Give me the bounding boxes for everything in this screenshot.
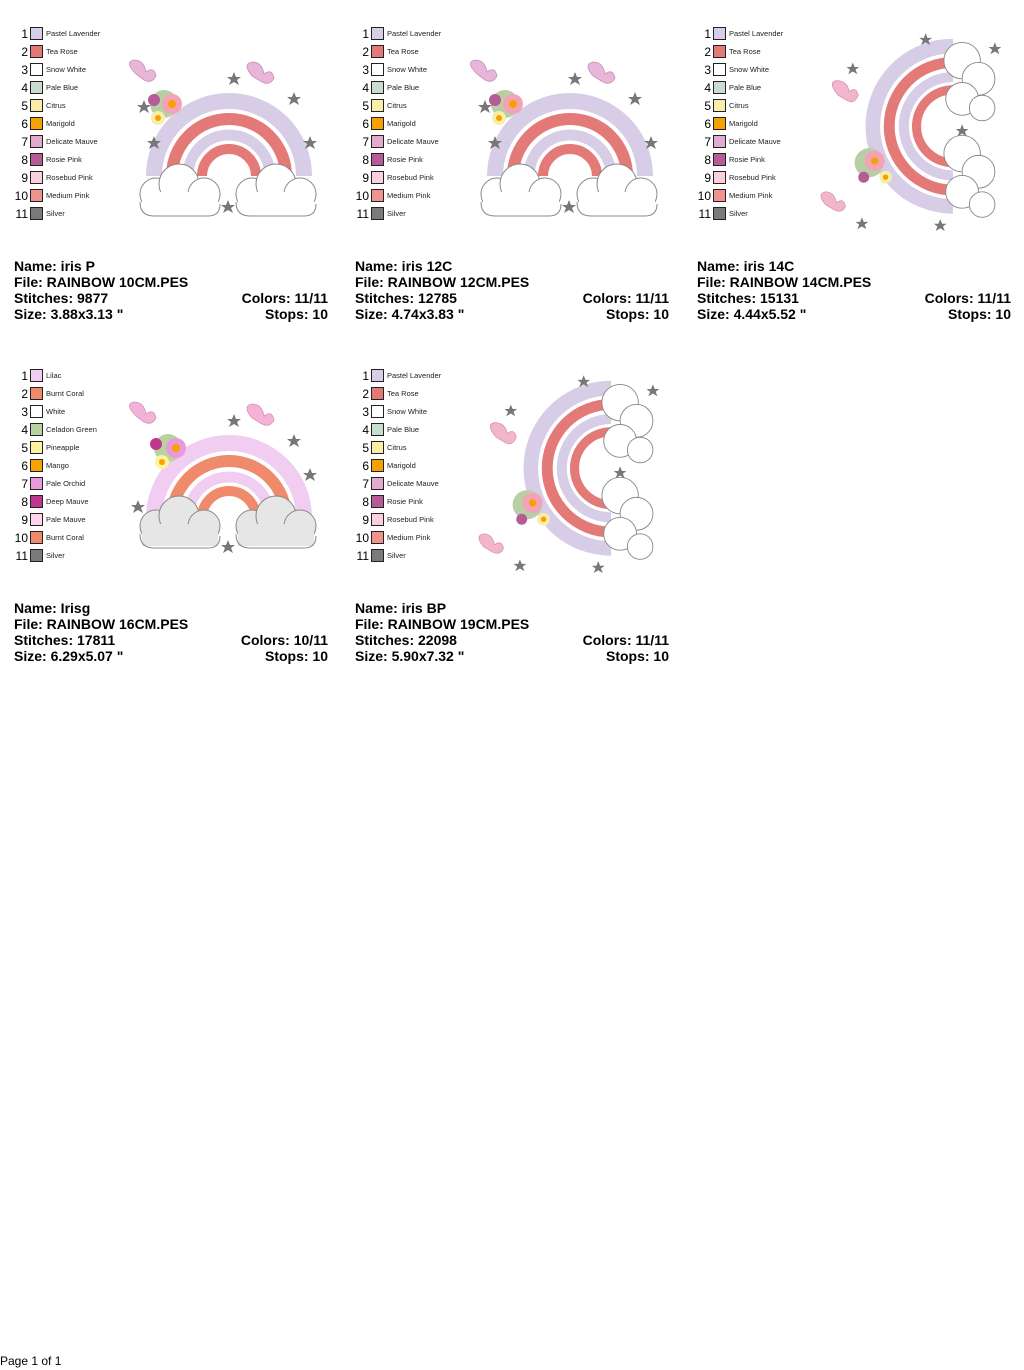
palette-row <box>14 458 124 476</box>
color-swatch <box>371 171 384 184</box>
palette-color-name: Pastel Lavender <box>387 29 442 38</box>
palette-number: 6 <box>21 459 28 473</box>
palette-row <box>355 170 465 188</box>
palette-row <box>355 152 465 170</box>
palette-color-name: Rosebud Pink <box>387 173 434 182</box>
design-colors: Colors: 11/11 <box>582 290 669 306</box>
design-stops: Stops: 10 <box>264 648 328 664</box>
palette-color-name: Pale Blue <box>387 83 420 92</box>
butterflies <box>479 423 516 554</box>
color-swatch <box>371 153 384 166</box>
palette-color-name: Medium Pink <box>729 191 773 200</box>
design-name: Name: iris BP <box>355 600 447 616</box>
color-swatch <box>30 387 43 400</box>
palette-color-name: Rosie Pink <box>387 497 423 506</box>
palette-row <box>697 170 807 188</box>
palette-number: 2 <box>21 45 28 59</box>
info-row <box>697 306 1011 322</box>
design-info <box>355 258 669 322</box>
color-swatch <box>30 189 43 202</box>
color-swatch <box>713 135 726 148</box>
palette-row <box>14 152 124 170</box>
palette-color-name: Tea Rose <box>387 47 419 56</box>
palette-number: 6 <box>21 117 28 131</box>
palette-color-name: Pale Mauve <box>46 515 86 524</box>
palette-number: 1 <box>362 369 369 383</box>
palette-number: 5 <box>704 99 711 113</box>
palette-row <box>14 188 124 206</box>
palette-number: 4 <box>362 423 369 437</box>
color-swatch <box>30 459 43 472</box>
color-swatch <box>371 99 384 112</box>
color-swatch <box>371 189 384 202</box>
butterflies <box>821 81 858 212</box>
palette-number: 3 <box>362 63 369 77</box>
palette-color-name: Burnt Coral <box>46 533 84 542</box>
palette-number: 1 <box>704 27 711 41</box>
palette-number: 1 <box>21 369 28 383</box>
palette-row <box>355 494 465 512</box>
info-row <box>14 616 328 632</box>
design-file: File: RAINBOW 16CM.PES <box>14 616 189 632</box>
palette-number: 2 <box>362 45 369 59</box>
color-swatch <box>371 81 384 94</box>
palette-number: 8 <box>21 153 28 167</box>
palette-number: 4 <box>362 81 369 95</box>
palette-row <box>697 26 807 44</box>
palette-row <box>355 80 465 98</box>
color-swatch <box>371 459 384 472</box>
design-preview-vertical <box>807 26 1017 231</box>
color-swatch <box>371 531 384 544</box>
design-name: Name: Irisg <box>14 600 91 616</box>
palette-color-name: Rosebud Pink <box>729 173 776 182</box>
palette-row <box>355 26 465 44</box>
palette-row <box>355 62 465 80</box>
palette-number: 2 <box>704 45 711 59</box>
palette-number: 10 <box>14 189 28 203</box>
color-swatch <box>713 27 726 40</box>
palette-number: 9 <box>704 171 711 185</box>
palette-number: 11 <box>15 207 28 221</box>
palette-row <box>355 206 465 224</box>
palette-row <box>697 134 807 152</box>
palette-color-name: Citrus <box>46 101 66 110</box>
palette-row <box>14 62 124 80</box>
palette-number: 3 <box>21 63 28 77</box>
color-swatch <box>30 441 43 454</box>
palette-number: 7 <box>704 135 711 149</box>
palette-row <box>355 404 465 422</box>
palette-row <box>14 98 124 116</box>
color-swatch <box>30 405 43 418</box>
color-swatch <box>30 63 43 76</box>
palette-row <box>355 476 465 494</box>
palette-color-name: Deep Mauve <box>46 497 89 506</box>
palette-row <box>355 116 465 134</box>
palette-color-name: Pale Orchid <box>46 479 86 488</box>
color-swatch <box>713 45 726 58</box>
color-swatch <box>30 81 43 94</box>
design-colors: Colors: 11/11 <box>582 632 669 648</box>
palette-row <box>355 134 465 152</box>
palette-row <box>697 62 807 80</box>
design-card-irisg <box>14 368 334 668</box>
design-card-iris-bp <box>355 368 675 668</box>
palette-number: 1 <box>362 27 369 41</box>
palette-color-name: Citrus <box>729 101 749 110</box>
color-swatch <box>30 45 43 58</box>
info-row <box>697 290 1011 306</box>
palette-row <box>14 170 124 188</box>
design-name: Name: iris 14C <box>697 258 795 274</box>
design-card-iris-14c <box>697 26 1017 326</box>
color-swatch <box>371 369 384 382</box>
color-swatch <box>371 441 384 454</box>
palette-row <box>355 98 465 116</box>
butterflies <box>470 60 615 83</box>
info-row <box>14 258 328 274</box>
color-swatch <box>371 63 384 76</box>
palette-color-name: Rosie Pink <box>387 155 423 164</box>
palette-color-name: Silver <box>46 551 65 560</box>
color-swatch <box>713 81 726 94</box>
palette-row <box>14 368 124 386</box>
design-info <box>697 258 1011 322</box>
design-card-iris-p <box>14 26 334 326</box>
color-swatch <box>713 171 726 184</box>
color-swatch <box>371 513 384 526</box>
palette-row <box>355 512 465 530</box>
design-size: Size: 4.74x3.83 " <box>355 306 465 322</box>
palette-color-name: Delicate Mauve <box>729 137 781 146</box>
butterflies <box>129 402 274 425</box>
palette-color-name: Rosie Pink <box>729 155 765 164</box>
palette-color-name: Rosebud Pink <box>387 515 434 524</box>
palette-row <box>697 152 807 170</box>
palette-number: 9 <box>21 171 28 185</box>
palette-row <box>14 440 124 458</box>
palette-color-name: Snow White <box>46 65 87 74</box>
palette-number: 5 <box>362 441 369 455</box>
palette-number: 2 <box>362 387 369 401</box>
info-row <box>14 600 328 616</box>
palette-row <box>14 548 124 566</box>
palette-row <box>355 188 465 206</box>
palette-color-name: Pastel Lavender <box>46 29 101 38</box>
palette-number: 4 <box>21 81 28 95</box>
palette-number: 11 <box>356 549 369 563</box>
palette-number: 2 <box>21 387 28 401</box>
palette-number: 4 <box>704 81 711 95</box>
palette-number: 7 <box>21 135 28 149</box>
palette-row <box>697 116 807 134</box>
palette-row <box>355 548 465 566</box>
color-swatch <box>30 513 43 526</box>
color-swatch <box>713 63 726 76</box>
palette-row <box>14 44 124 62</box>
palette-row <box>14 116 124 134</box>
butterflies <box>129 60 274 83</box>
color-swatch <box>371 387 384 400</box>
design-size: Size: 3.88x3.13 " <box>14 306 124 322</box>
color-swatch <box>371 423 384 436</box>
design-info <box>14 600 328 664</box>
color-swatch <box>30 477 43 490</box>
design-stitches: Stitches: 9877 <box>14 290 109 306</box>
palette-color-name: Delicate Mauve <box>387 479 439 488</box>
info-row <box>355 600 669 616</box>
palette-number: 7 <box>21 477 28 491</box>
color-swatch <box>371 549 384 562</box>
palette-number: 6 <box>704 117 711 131</box>
design-info <box>355 600 669 664</box>
palette-number: 1 <box>21 27 28 41</box>
palette-number: 8 <box>362 153 369 167</box>
palette-number: 3 <box>362 405 369 419</box>
design-file: File: RAINBOW 10CM.PES <box>14 274 189 290</box>
palette-color-name: Marigold <box>387 461 416 470</box>
palette-row <box>697 98 807 116</box>
design-stops: Stops: 10 <box>264 306 328 322</box>
info-row <box>355 616 669 632</box>
color-swatch <box>371 45 384 58</box>
color-swatch <box>30 99 43 112</box>
palette-number: 8 <box>362 495 369 509</box>
palette-row <box>697 188 807 206</box>
design-stops: Stops: 10 <box>605 648 669 664</box>
info-row <box>14 306 328 322</box>
color-swatch <box>30 117 43 130</box>
palette-number: 11 <box>356 207 369 221</box>
color-swatch <box>371 207 384 220</box>
info-row <box>355 274 669 290</box>
palette-row <box>14 422 124 440</box>
palette-color-name: Delicate Mauve <box>46 137 98 146</box>
palette-color-name: Pineapple <box>46 443 80 452</box>
palette-color-name: Citrus <box>387 443 407 452</box>
palette-color-name: Celadon Green <box>46 425 97 434</box>
color-swatch <box>30 531 43 544</box>
palette-color-name: Snow White <box>387 407 428 416</box>
palette-color-name: Snow White <box>387 65 428 74</box>
palette-color-name: Silver <box>387 209 406 218</box>
palette-row <box>697 80 807 98</box>
color-swatch <box>713 153 726 166</box>
color-swatch <box>713 189 726 202</box>
color-swatch <box>371 135 384 148</box>
palette-row <box>355 44 465 62</box>
palette-number: 5 <box>21 99 28 113</box>
palette-color-name: Pastel Lavender <box>387 371 442 380</box>
palette-row <box>14 26 124 44</box>
color-swatch <box>30 27 43 40</box>
palette-row <box>14 530 124 548</box>
design-file: File: RAINBOW 14CM.PES <box>697 274 872 290</box>
palette-number: 10 <box>14 531 28 545</box>
info-row <box>355 258 669 274</box>
info-row <box>14 290 328 306</box>
palette-row <box>14 494 124 512</box>
palette-row <box>355 368 465 386</box>
palette-number: 11 <box>698 207 711 221</box>
palette-color-name: Marigold <box>729 119 758 128</box>
palette-color-name: Marigold <box>387 119 416 128</box>
color-swatch <box>30 171 43 184</box>
design-size: Size: 4.44x5.52 " <box>697 306 807 322</box>
palette-number: 7 <box>362 477 369 491</box>
palette-color-name: Marigold <box>46 119 75 128</box>
color-swatch <box>30 369 43 382</box>
palette-number: 4 <box>21 423 28 437</box>
color-swatch <box>371 495 384 508</box>
palette-number: 10 <box>355 189 369 203</box>
palette-row <box>14 512 124 530</box>
palette-color-name: Rosebud Pink <box>46 173 93 182</box>
palette-color-name: Silver <box>729 209 748 218</box>
palette-color-name: Pale Blue <box>46 83 79 92</box>
palette-color-name: Tea Rose <box>729 47 761 56</box>
palette-color-name: Pale Blue <box>387 425 420 434</box>
color-swatch <box>371 27 384 40</box>
design-stops: Stops: 10 <box>947 306 1011 322</box>
design-stitches: Stitches: 22098 <box>355 632 457 648</box>
info-row <box>14 274 328 290</box>
design-colors: Colors: 11/11 <box>241 290 328 306</box>
color-swatch <box>30 549 43 562</box>
design-preview-horizontal <box>124 368 334 573</box>
palette-number: 5 <box>21 441 28 455</box>
palette-color-name: Citrus <box>387 101 407 110</box>
palette-color-name: Burnt Coral <box>46 389 84 398</box>
info-row <box>697 258 1011 274</box>
design-name: Name: iris P <box>14 258 95 274</box>
color-swatch <box>713 207 726 220</box>
palette-row <box>14 206 124 224</box>
design-file: File: RAINBOW 12CM.PES <box>355 274 530 290</box>
palette-row <box>355 530 465 548</box>
palette-color-name: Medium Pink <box>387 191 431 200</box>
info-row <box>355 632 669 648</box>
design-stitches: Stitches: 15131 <box>697 290 799 306</box>
palette-color-name: Lilac <box>46 371 62 380</box>
design-stops: Stops: 10 <box>605 306 669 322</box>
palette-color-name: White <box>46 407 66 416</box>
design-size: Size: 5.90x7.32 " <box>355 648 465 664</box>
palette-row <box>355 386 465 404</box>
design-preview-vertical <box>465 368 675 573</box>
palette-number: 6 <box>362 117 369 131</box>
palette-number: 3 <box>704 63 711 77</box>
palette-row <box>14 404 124 422</box>
design-stitches: Stitches: 12785 <box>355 290 457 306</box>
info-row <box>697 274 1011 290</box>
palette-row <box>14 80 124 98</box>
palette-color-name: Silver <box>46 209 65 218</box>
color-swatch <box>713 117 726 130</box>
palette-number: 10 <box>355 531 369 545</box>
color-swatch <box>371 477 384 490</box>
palette-color-name: Tea Rose <box>387 389 419 398</box>
color-swatch <box>30 423 43 436</box>
palette-color-name: Tea Rose <box>46 47 78 56</box>
palette-number: 8 <box>21 495 28 509</box>
design-preview-horizontal <box>465 26 675 231</box>
design-card-iris-12c <box>355 26 675 326</box>
palette-number: 5 <box>362 99 369 113</box>
color-swatch <box>371 117 384 130</box>
palette-color-name: Medium Pink <box>387 533 431 542</box>
palette-row <box>697 206 807 224</box>
info-row <box>14 648 328 664</box>
palette-number: 6 <box>362 459 369 473</box>
palette-number: 8 <box>704 153 711 167</box>
design-colors: Colors: 10/11 <box>240 632 328 648</box>
palette-color-name: Medium Pink <box>46 191 90 200</box>
palette-row <box>355 422 465 440</box>
info-row <box>355 290 669 306</box>
palette-color-name: Rosie Pink <box>46 155 82 164</box>
color-swatch <box>371 405 384 418</box>
palette-number: 9 <box>362 171 369 185</box>
palette-row <box>14 134 124 152</box>
palette-number: 10 <box>697 189 711 203</box>
color-swatch <box>30 153 43 166</box>
palette-row <box>14 476 124 494</box>
color-swatch <box>713 99 726 112</box>
color-swatch <box>30 495 43 508</box>
info-row <box>355 306 669 322</box>
palette-color-name: Pale Blue <box>729 83 762 92</box>
design-size: Size: 6.29x5.07 " <box>14 648 124 664</box>
palette-row <box>355 440 465 458</box>
palette-color-name: Snow White <box>729 65 770 74</box>
info-row <box>14 632 328 648</box>
palette-color-name: Silver <box>387 551 406 560</box>
palette-color-name: Pastel Lavender <box>729 29 784 38</box>
palette-color-name: Delicate Mauve <box>387 137 439 146</box>
page-footer: Page 1 of 1 <box>0 1354 62 1368</box>
palette-number: 9 <box>21 513 28 527</box>
palette-row <box>14 386 124 404</box>
color-swatch <box>30 207 43 220</box>
palette-number: 9 <box>362 513 369 527</box>
palette-number: 7 <box>362 135 369 149</box>
info-row <box>355 648 669 664</box>
palette-color-name: Mango <box>46 461 69 470</box>
design-file: File: RAINBOW 19CM.PES <box>355 616 530 632</box>
palette-number: 3 <box>21 405 28 419</box>
color-swatch <box>30 135 43 148</box>
design-colors: Colors: 11/11 <box>924 290 1011 306</box>
palette-number: 11 <box>15 549 28 563</box>
design-preview-horizontal <box>124 26 334 231</box>
design-info <box>14 258 328 322</box>
palette-row <box>697 44 807 62</box>
design-stitches: Stitches: 17811 <box>14 632 116 648</box>
design-name: Name: iris 12C <box>355 258 453 274</box>
palette-row <box>355 458 465 476</box>
